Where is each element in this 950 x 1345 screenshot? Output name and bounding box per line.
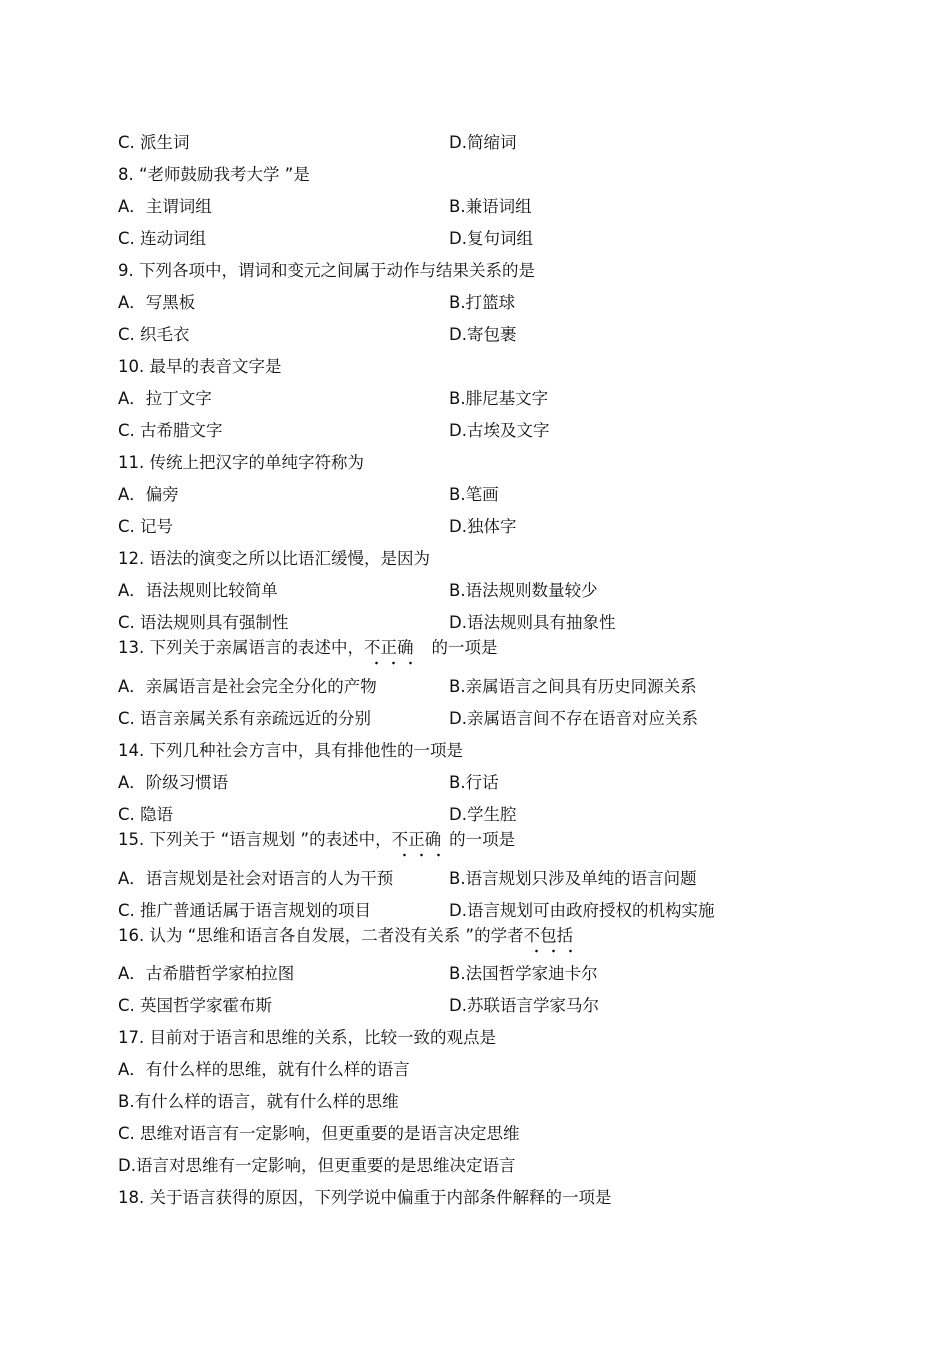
q15-emphasis: 不正确	[391, 830, 442, 849]
q9-option-d: D.寄包裹	[449, 325, 517, 344]
q10-option-a: A．拉丁文字	[118, 389, 212, 408]
q15-option-b: B.语言规划只涉及单纯的语言问题	[449, 869, 697, 888]
q14-option-d: D.学生腔	[449, 805, 517, 824]
q13-stem-suffix: 的一项是	[431, 638, 498, 657]
q12-option-c: C. 语法规则具有强制性	[118, 613, 289, 632]
q11-option-d: D.独体字	[449, 517, 517, 536]
q10-option-c: C. 古希腊文字	[118, 421, 223, 440]
q15-stem-prefix: 15. 下列关于 “语言规划 ”的表述中，	[118, 830, 392, 849]
q16-stem-prefix: 16. 认为 “思维和语言各自发展，二者没有关系 ”的学者	[118, 926, 524, 945]
q9-option-b: B.打篮球	[449, 293, 516, 312]
q14-stem: 14. 下列几种社会方言中，具有排他性的一项是	[118, 741, 463, 760]
q15-stem-suffix: 的一项是	[449, 830, 516, 849]
q13-option-a: A．亲属语言是社会完全分化的产物	[118, 677, 377, 696]
q17-option-b: B.有什么样的语言，就有什么样的思维	[118, 1092, 399, 1111]
q17-stem: 17. 目前对于语言和思维的关系，比较一致的观点是	[118, 1028, 496, 1047]
q16-option-c: C. 英国哲学家霍布斯	[118, 996, 273, 1015]
q8-option-c: C. 连动词组	[118, 229, 207, 248]
q8-option-b: B.兼语词组	[449, 197, 532, 216]
q16-emphasis: 不包括	[523, 926, 574, 945]
q8-option-d: D.复句词组	[449, 229, 533, 248]
q13-option-c: C. 语言亲属关系有亲疏远近的分别	[118, 709, 372, 728]
q13-option-d: D.亲属语言间不存在语音对应关系	[449, 709, 698, 728]
q8-stem: 8. “老师鼓励我考大学 ”是	[118, 165, 310, 184]
q14-option-a: A．阶级习惯语	[118, 773, 229, 792]
q8-option-a: A．主谓词组	[118, 197, 212, 216]
q14-option-b: B.行话	[449, 773, 499, 792]
q17-option-d: D.语言对思维有一定影响，但更重要的是思维决定语言	[118, 1156, 516, 1175]
q15-option-a: A．语言规划是社会对语言的人为干预	[118, 869, 394, 888]
q11-stem: 11. 传统上把汉字的单纯字符称为	[118, 453, 364, 472]
q17-option-c: C. 思维对语言有一定影响，但更重要的是语言决定思维	[118, 1124, 520, 1143]
q15-option-c: C. 推广普通话属于语言规划的项目	[118, 901, 372, 920]
q10-option-b: B.腓尼基文字	[449, 389, 549, 408]
q16-stem	[118, 926, 573, 946]
q11-option-c: C. 记号	[118, 517, 174, 536]
q18-stem: 18. 关于语言获得的原因，下列学说中偏重于内部条件解释的一项是	[118, 1188, 612, 1207]
q10-option-d: D.古埃及文字	[449, 421, 550, 440]
q16-option-b: B.法国哲学家迪卡尔	[449, 964, 598, 983]
q17-option-a: A．有什么样的思维，就有什么样的语言	[118, 1060, 410, 1079]
q16-option-d: D.苏联语言学家马尔	[449, 996, 599, 1015]
q13-stem-prefix: 13. 下列关于亲属语言的表述中，	[118, 638, 364, 657]
q16-option-a: A．古希腊哲学家柏拉图	[118, 964, 295, 983]
q15-option-d: D.语言规划可由政府授权的机构实施	[449, 901, 715, 920]
q12-option-a: A．语法规则比较简单	[118, 581, 278, 600]
q10-stem: 10. 最早的表音文字是	[118, 357, 282, 376]
q13-option-b: B.亲属语言之间具有历史同源关系	[449, 677, 697, 696]
q7-option-c: C. 派生词	[118, 133, 190, 152]
q11-option-b: B.笔画	[449, 485, 499, 504]
q9-option-a: A．写黑板	[118, 293, 196, 312]
q12-option-b: B.语法规则数量较少	[449, 581, 598, 600]
q13-stem	[118, 638, 498, 658]
q15-stem	[118, 830, 515, 850]
q12-option-d: D.语法规则具有抽象性	[449, 613, 616, 632]
q11-option-a: A．偏旁	[118, 485, 179, 504]
q9-stem: 9. 下列各项中，谓词和变元之间属于动作与结果关系的是	[118, 261, 535, 280]
q7-option-d: D.简缩词	[449, 133, 517, 152]
q12-stem: 12. 语法的演变之所以比语汇缓慢，是因为	[118, 549, 430, 568]
q13-emphasis: 不正确	[364, 638, 414, 657]
q9-option-c: C. 织毛衣	[118, 325, 190, 344]
q14-option-c: C. 隐语	[118, 805, 174, 824]
